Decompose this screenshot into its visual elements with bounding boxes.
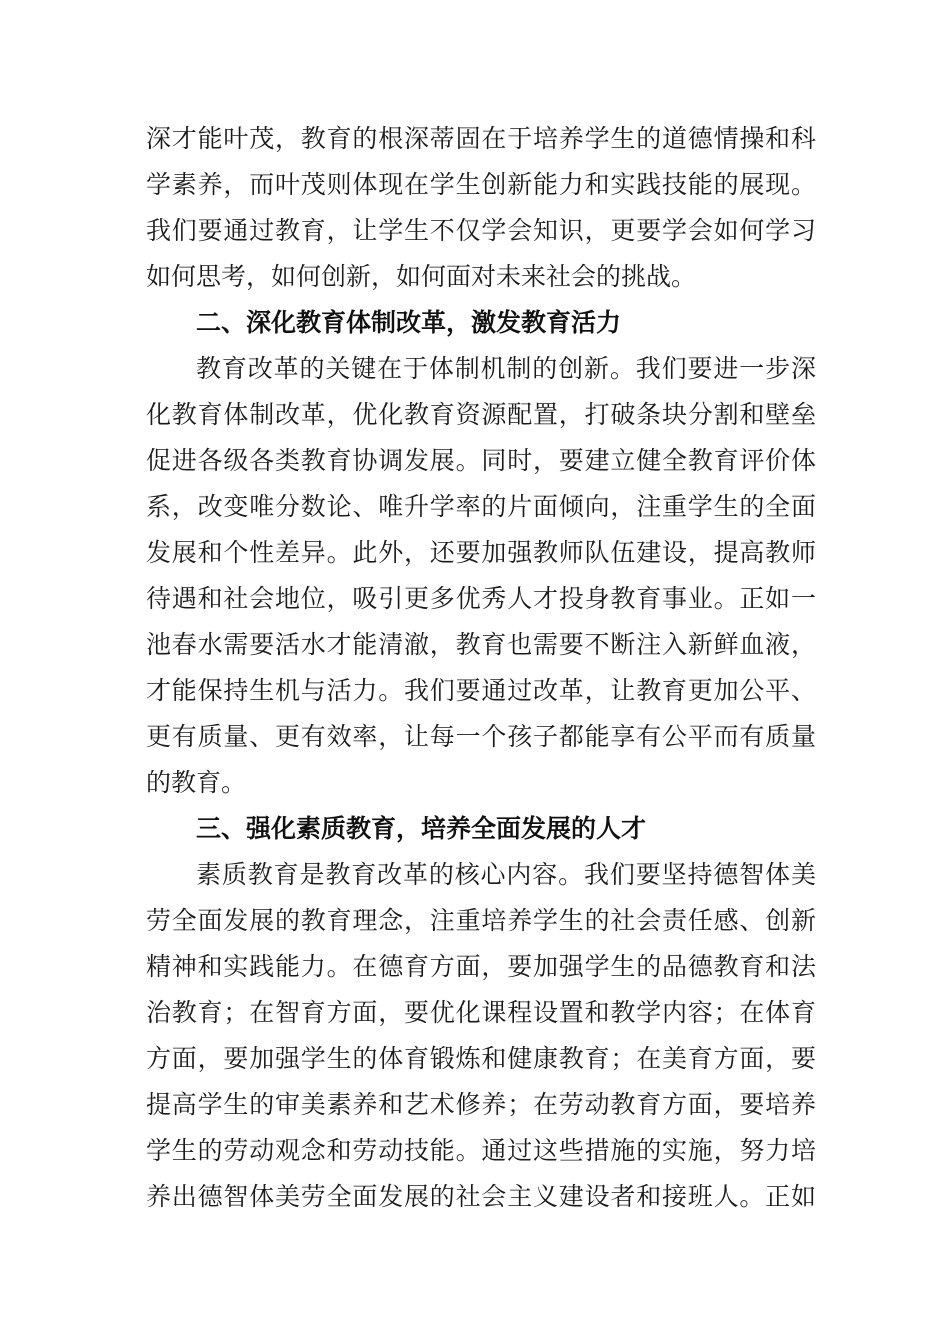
paragraph-line: 素质教育是教育改革的核心内容。我们要坚持德智体美 [196, 860, 816, 889]
paragraph-line: 如何思考，如何创新，如何面对未来社会的挑战。 [146, 262, 697, 291]
paragraph-line: 促进各级各类教育协调发展。同时，要建立健全教育评价体 [146, 446, 816, 475]
paragraph-line: 更有质量、更有效率，让每一个孩子都能享有公平而有质量 [146, 722, 816, 751]
paragraph-line: 劳全面发展的教育理念，注重培养学生的社会责任感、创新 [146, 906, 816, 935]
paragraph-line: 方面，要加强学生的体育锻炼和健康教育；在美育方面，要 [146, 1044, 816, 1073]
paragraph-line: 的教育。 [146, 768, 247, 797]
paragraph-line: 治教育；在智育方面，要优化课程设置和教学内容；在体育 [146, 998, 816, 1027]
paragraph-line: 池春水需要活水才能清澈，教育也需要不断注入新鲜血液， [146, 630, 816, 659]
section-heading: 三、强化素质教育，培养全面发展的人才 [196, 814, 647, 843]
paragraph-line: 我们要通过教育，让学生不仅学会知识，更要学会如何学习 [146, 216, 816, 245]
paragraph-line: 学素养，而叶茂则体现在学生创新能力和实践技能的展现。 [146, 170, 816, 199]
paragraph-line: 系，改变唯分数论、唯升学率的片面倾向，注重学生的全面 [146, 492, 816, 521]
paragraph-line: 待遇和社会地位，吸引更多优秀人才投身教育事业。正如一 [146, 584, 816, 613]
paragraph-line: 学生的劳动观念和劳动技能。通过这些措施的实施，努力培 [146, 1136, 816, 1165]
paragraph-line: 提高学生的审美素养和艺术修养；在劳动教育方面，要培养 [146, 1090, 816, 1119]
paragraph-line: 化教育体制改革，优化教育资源配置，打破条块分割和壁垒 [146, 400, 816, 429]
section-heading: 二、深化教育体制改革，激发教育活力 [196, 308, 622, 337]
paragraph-line: 发展和个性差异。此外，还要加强教师队伍建设，提高教师 [146, 538, 816, 567]
paragraph-line: 教育改革的关键在于体制机制的创新。我们要进一步深 [196, 354, 816, 383]
paragraph-line: 深才能叶茂，教育的根深蒂固在于培养学生的道德情操和科 [146, 124, 816, 153]
paragraph-line: 精神和实践能力。在德育方面，要加强学生的品德教育和法 [146, 952, 816, 981]
paragraph-line: 养出德智体美劳全面发展的社会主义建设者和接班人。正如 [146, 1182, 816, 1211]
paragraph-line: 才能保持生机与活力。我们要通过改革，让教育更加公平、 [146, 676, 816, 705]
